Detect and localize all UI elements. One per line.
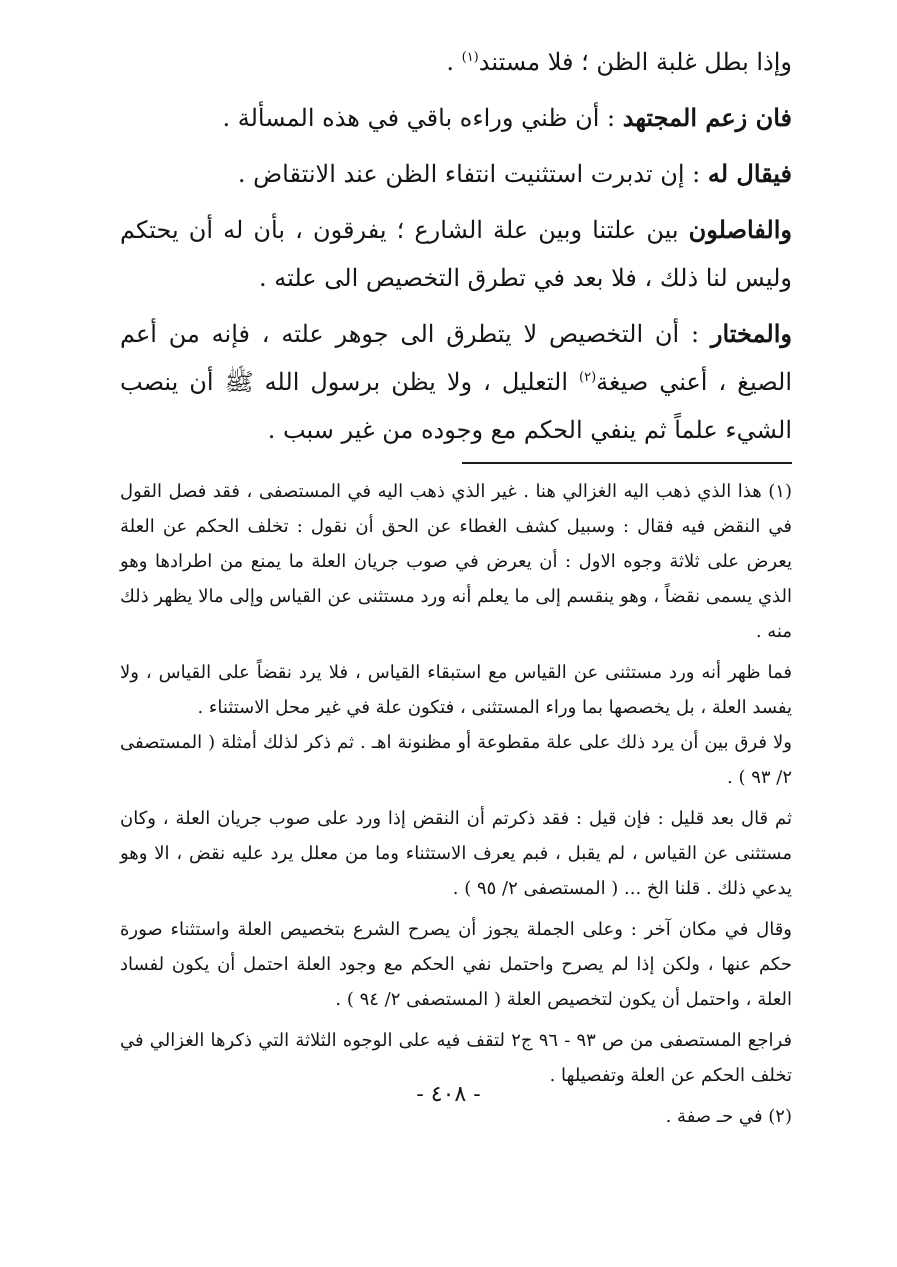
footnote-1-continued: ثم قال بعد قليل : فإن قيل : فقد ذكرتم أن النقض إذا ورد على صوب جريان العلة ، وكان مستثنى عن القياس ، لم يقبل ، فبم يعرف الاستثناء وما من معلل يرد عليه نقض ، الا وهو يدعي ذلك . قلنا الخ ... ( المستصفى ٢/ ٩٥ ) . [120,808,793,899]
footnote-1-continued: فما ظهر أنه ورد مستثنى عن القياس مع استبقاء القياس ، فلا يرد نقضاً على القياس ، ولا يفسد العلة ، بل يخصصها بما وراء المستثنى ، فتكون علة في غير محل الاستثناء . [120,662,792,718]
paragraph-lead: والمختار [710,319,792,348]
footnotes [120,474,792,1134]
paragraph-text: : أن ظني وراءه باقي في هذه المسألة . [222,104,623,132]
paragraph-text: : أن التخصيص لا يتطرق الى جوهر علته ، فإنه من أعم الصيغ ، أعني صيغة [120,320,792,396]
main-paragraph-5 [120,310,792,454]
footnote-1-continued: وقال في مكان آخر : وعلى الجملة يجوز أن يصرح الشرع بتخصيص العلة واستثناء صورة حكم عنها ، ولكن إذا لم يصرح واحتمل نفي الحكم مع وجود العلة احتمل أن يكون لفساد العلة ، واحتمل أن يكون لتخصيص العلة ( المستصفى ٢/ ٩٤ ) . [120,919,792,1010]
footnote-separator [462,462,792,464]
paragraph-lead: فان زعم المجتهد [622,103,792,132]
paragraph-tail: التعليل ، ولا يظن برسول الله ﷺ أن ينصب الشيء علماً ثم ينفي الحكم مع وجوده من غير سبب . [120,368,792,444]
paragraph-lead: فيقال له [707,159,792,188]
footnote-1-continued: فراجع المستصفى من ص ٩٣ - ٩٦ ج٢ لتقف فيه على الوجوه الثلاثة التي ذكرها الغزالي في تخلف الحكم عن العلة وتفصيلها . [120,1030,793,1086]
paragraph-text: : إن تدبرت استثنيت انتفاء الظن عند الانتقاض . [237,160,708,188]
footnote-ref-2: (٢) [579,370,597,385]
paragraph-text: وإذا بطل غلبة الظن ؛ فلا مستند [478,48,792,76]
main-paragraph-3 [120,150,792,198]
paragraph-lead: والفاصلون [688,215,792,244]
main-text [120,38,792,454]
main-paragraph-1 [120,38,792,86]
footnote-2: (٢) في حـ صفة . [665,1106,792,1127]
footnote-1: (١) هذا الذي ذهب اليه الغزالي هنا . غير الذي ذهب اليه في المستصفى ، فقد فصل القول في النقض فيه فقال : وسبيل كشف الغطاء عن الحق أن نقول : تخلف الحكم عن العلة يعرض على ثلاثة وجوه الاول : أن يعرض في صوب جريان العلة ما يمنع من اطرادها وهو الذي يسمى نقضاً ، وهو ينقسم إلى ما يعلم أنه ورد مستثنى عن القياس وإلى مالا يظهر ذلك منه . [120,481,792,642]
footnote-ref-1: (١) [461,50,479,65]
footnote-1-continued: ولا فرق بين أن يرد ذلك على علة مقطوعة أو مظنونة اهـ . ثم ذكر لذلك أمثلة ( المستصفى ٢/ ٩٣ ) . [120,732,792,788]
paragraph-text: بين علتنا وبين علة الشارع ؛ يفرقون ، بأن له أن يحتكم وليس لنا ذلك ، فلا بعد في تطرق التخصيص الى علته . [120,216,792,292]
page-number: - ٤٠٨ - [416,1082,481,1107]
paragraph-tail: . [446,48,462,76]
main-paragraph-2 [120,94,792,142]
main-paragraph-4 [120,206,792,302]
